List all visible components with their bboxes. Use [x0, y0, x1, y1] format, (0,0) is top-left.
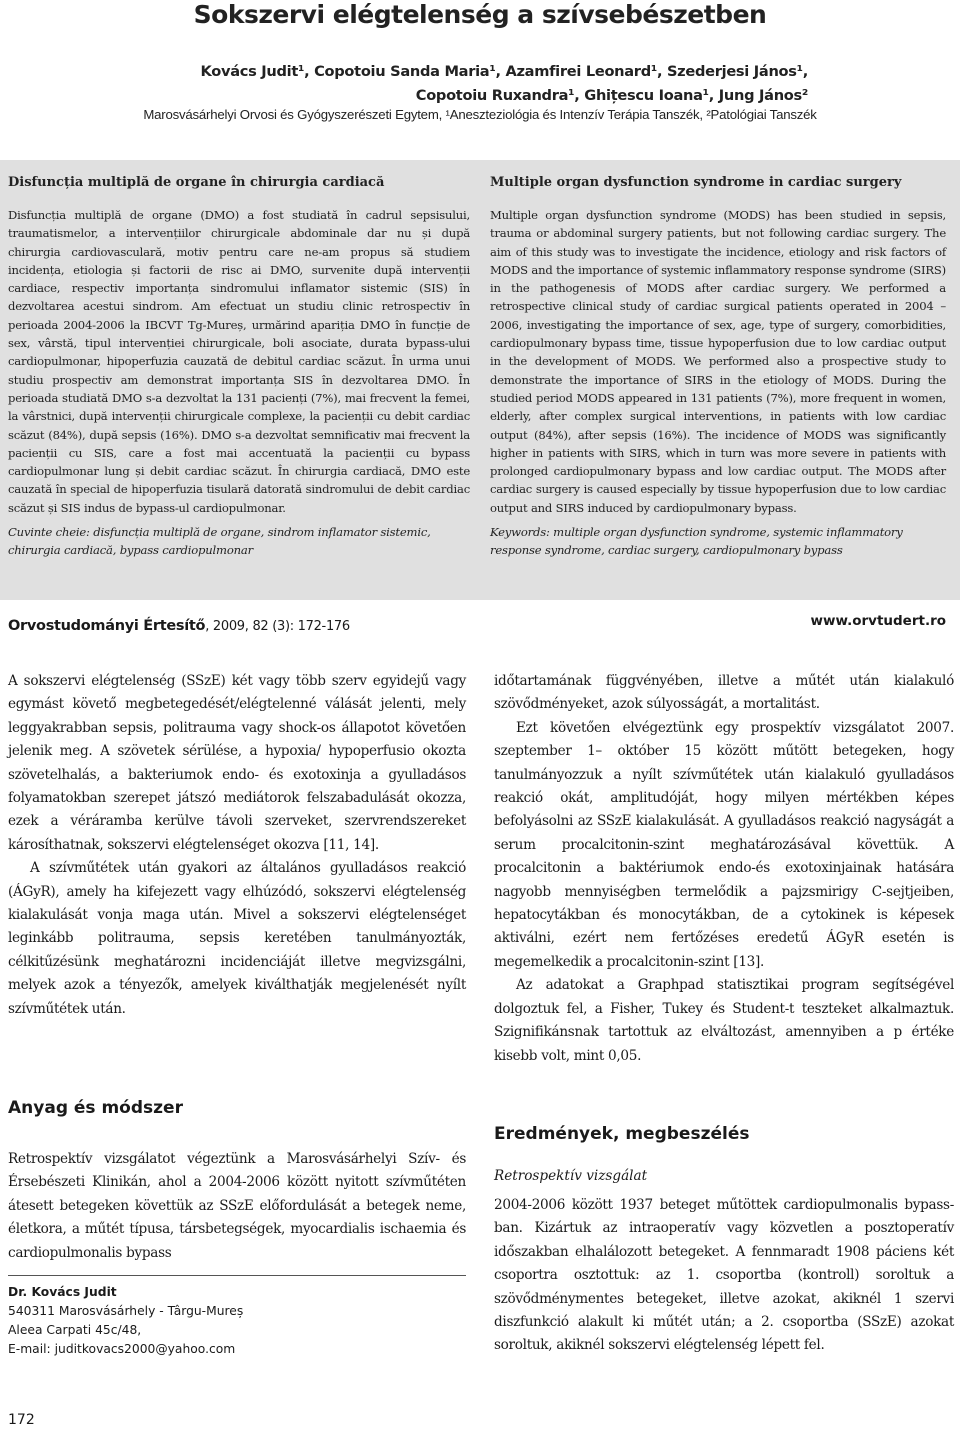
abstract-en-keywords: Keywords: multiple organ dysfunction syndrome, systemic inflammatory response syndrome, cardiac surgery, cardiopulmonary bypass [490, 525, 903, 558]
journal-volume: , 2009, 82 (3): 172-176 [205, 619, 350, 634]
contact-name: Dr. Kovács Judit [8, 1285, 117, 1299]
abstract-ro-text: Disfuncția multiplă de organe (DMO) a fost studiată în cadrul sepsisului, traumatismelor, a intervențiilor chirurgicale abdominale dar nu și după chirurgia cardiovasculară, motiv pentru care ne-am propus să studiem incidența, etiologia și factorii de risc ai DMO, survenite după intervenții cardiace, respectiv importanța sindromului inflamator sistemic (SIS) în dezvoltarea acestui sindrom. Am efectuat un studiu clinic retrospectiv în perioada 2004-2006 la IBCVT Tg-Mureș, urmărind apariția DMO în funcție de sex, vârstă, tipul intervenției chirurgicale, boli asociate, durata bypass-ului cardiopulmonar, hipoperfuzia cauzată de debitul cardiac scăzut. În urma unui studiu prospectiv am demonstrat importanța SIS în dezvoltarea DMO. În perioada studiată DMO s-a dezvoltat la 131 pacienți (7%), mai frecvent la femei, la vârstnici, după intervenții chirurgicale complexe, la pacienții cu debit cardiac scăzut (84%), după sepsis (16%). DMO s-a dezvoltat semnificativ mai frecvent la pacienții cu SIS, care a fost mai accentuată la pacienții cu bypass cardiopulmonar lung și debit cardiac scăzut. În chirurgia cardiacă, DMO este cauzată în special de hipoperfuzia tisulară datorată sindromului de debit cardiac scăzut și SIS indus de bypass-ul cardiopulmonar. [8, 208, 470, 515]
abstract-english [490, 174, 946, 560]
author-list [201, 60, 808, 108]
abstract-romanian [8, 174, 470, 560]
correspondence-block [8, 1283, 243, 1359]
abstract-en-text: Multiple organ dysfunction syndrome (MODS) has been studied in sepsis, trauma or abdominal surgery patients, but not following cardiac surgery. The aim of this study was to investigate the incidence, etiology and risk factors of MODS and the importance of systemic inflammatory response syndrome (SIRS) in the pathogenesis of MODS after cardiac surgery. We performed a retrospective clinical study of cardiac surgical patients operated in 2004 – 2006, investigating the importance of sex, age, type of surgery, comorbidities, cardiopulmonary bypass time, tissue hypoperfusion due to low cardiac output in the development of MODS. We performed also a prospective study to demonstrate the importance of SIRS in the etiology of MODS. During the studied period MODS appeared in 131 patients (7%), more frequent in women, elderly, after complex surgical interventions, in patients with low cardiac output (84%), after sepsis (16%). The incidence of MODS was significantly higher in patients with SIRS, which in turn was more severe in patients with prolonged cardiopulmonary bypass and low cardiac output. The MODS after cardiac surgery is caused especially by tissue hypoperfusion due to low cardiac output and SIRS induced by cardiopulmonary bypass. [490, 208, 946, 515]
abstract-ro-heading: Disfuncția multiplă de organe în chirurgia cardiacă [8, 175, 385, 190]
body-paragraph: 2004-2006 között 1937 beteget műtöttek cardiopulmonalis bypass-ban. Kizártuk az intraoperatív vagy közvetlen a posztoperatív időszakban elhalálozott betegeket. A fennmaradt 1908 páciens két csoportra osztottuk: az 1. csoportba (kontroll) soroltuk a szövődménymentes betegeket, illetve azokat, akiknél 1 szervi diszfunkció alakult ki műtét után; a 2. csoportba (SSzE) azokat soroltuk, akiknél sokszervi elégtelenség lépett fel. [494, 1197, 954, 1354]
affiliation: Marosvásárhelyi Orvosi és Gyógyszerészeti Egytem, ¹Aneszteziológia és Intenzív Terápia Tanszék, ²Patológiai Tanszék [143, 107, 817, 122]
journal-citation [8, 618, 350, 634]
journal-name: Orvostudományi Értesítő [8, 618, 206, 634]
body-paragraph: Retrospektív vizsgálatot végeztünk a Marosvásárhelyi Szív- és Érsebészeti Klinikán, ahol a 2004-2006 között nyitott szívműtéten átesett betegeken követtük az SSzE előfordulását a betegek neme, életkora, a műtét típusa, társbetegségek, myocardialis ischaemia és cardiopulmonalis bypass [8, 1151, 466, 1261]
section-heading-results: Eredmények, megbeszélés [494, 1124, 750, 1144]
article-title: Sokszervi elégtelenség a szívsebészetben [193, 0, 767, 29]
body-paragraph: A szívműtétek után gyakori az általános gyulladásos reakció (ÁGyR), amely ha kifejezett vagy elhúzódó, sokszervi elégtelenség kialakulását vonja maga után. Mivel a sokszervi elégtelenséget leginkább politrauma, sepsis keretében tanulmányozták, célkitűzésünk meghatározni incidenciáját illetve megvizsgálni, melyek azok a tényezők, amelyek kiválthatják megjelenését nyílt szívműtétek után. [8, 860, 466, 1017]
body-paragraph: időtartamának függvényében, illetve a műtét után kialakuló szövődményeket, azok súlyosságát, a mortalitást. [494, 673, 954, 713]
body-column-left [8, 670, 466, 1021]
subsection-heading-retrospective: Retrospektív vizsgálat [494, 1168, 648, 1184]
footnote-divider [8, 1275, 466, 1276]
body-paragraph: Ezt követően elvégeztünk egy prospektív vizsgálatot 2007. szeptember 1– október 15 között műtött betegeken, hogy tanulmányozzuk a nyílt szívműtétek után kialakuló gyulladásos reakció okát, amplitudóját, hogy milyen mértékben képes befolyásolni az SSzE kialakulását. A gyulladásos reakció nagyságát a serum procalcitonin-szint meghatározásával követtük. A procalcitonin a baktériumok endo-és exotoxinjainak hatására nagyobb mennyiségben termelődik a pajzsmirigy C-sejtjeiben, hepatocytákban és monocytákban, de a cytokinek is képesek aktiválni, ezért nem fertőzéses eredetű ÁGyR esetén is megemelkedik a procalcitonin-szint [13]. [494, 719, 954, 970]
abstract-en-heading: Multiple organ dysfunction syndrome in cardiac surgery [490, 175, 902, 190]
body-column-right [494, 670, 954, 1068]
body-paragraph: Az adatokat a Graphpad statisztikai program segítségével dolgoztuk fel, a Fisher, Tukey és Student-t teszteket alkalmaztuk. Szignifikánsnak tartottuk az elváltozást, amennyiben a p értéke kisebb volt, mint 0,05. [494, 977, 954, 1064]
journal-website-link[interactable]: www.orvtudert.ro [810, 613, 946, 629]
page-number: 172 [8, 1412, 35, 1428]
contact-address-line: Aleea Carpati 45c/48, [8, 1323, 142, 1337]
author-line-1: Kovács Judit¹, Copotoiu Sanda Maria¹, Azamfirei Leonard¹, Szederjesi János¹, [200, 63, 808, 80]
section-heading-methods: Anyag és módszer [8, 1098, 183, 1118]
author-line-2: Copotoiu Ruxandra¹, Ghițescu Ioana¹, Jung János² [415, 87, 808, 104]
abstract-ro-keywords: Cuvinte cheie: disfuncția multiplă de organe, sindrom inflamator sistemic, chirurgia cardiacă, bypass cardiopulmonar [8, 525, 431, 558]
contact-email: E-mail: juditkovacs2000@yahoo.com [8, 1342, 236, 1356]
results-text-block [494, 1194, 954, 1358]
methods-text-block [8, 1148, 466, 1265]
abstract-box [0, 160, 960, 600]
body-paragraph: A sokszervi elégtelenség (SSzE) két vagy több szerv egyidejű vagy egymást követő megbetegedését/elégtelenné válását jelenti, mely leggyakrabban sepsis, politrauma vagy shock-os állapotot követően jelenik meg. A szövetek sérülése, a hypoxia/ hypoperfusio okozta szövetelhalás, a bakteriumok endo- és exotoxinja a gyulladásos folyamatokban szerepet játszó mediátorok felszabadulását okozza, ezek a véráramba kerülve távoli szerveket, szervrendszereket károsíthatnak, sokszervi elégtelenséget okozva [11, 14]. [8, 673, 466, 853]
contact-address-line: 540311 Marosvásárhely - Târgu-Mureș [8, 1304, 244, 1318]
